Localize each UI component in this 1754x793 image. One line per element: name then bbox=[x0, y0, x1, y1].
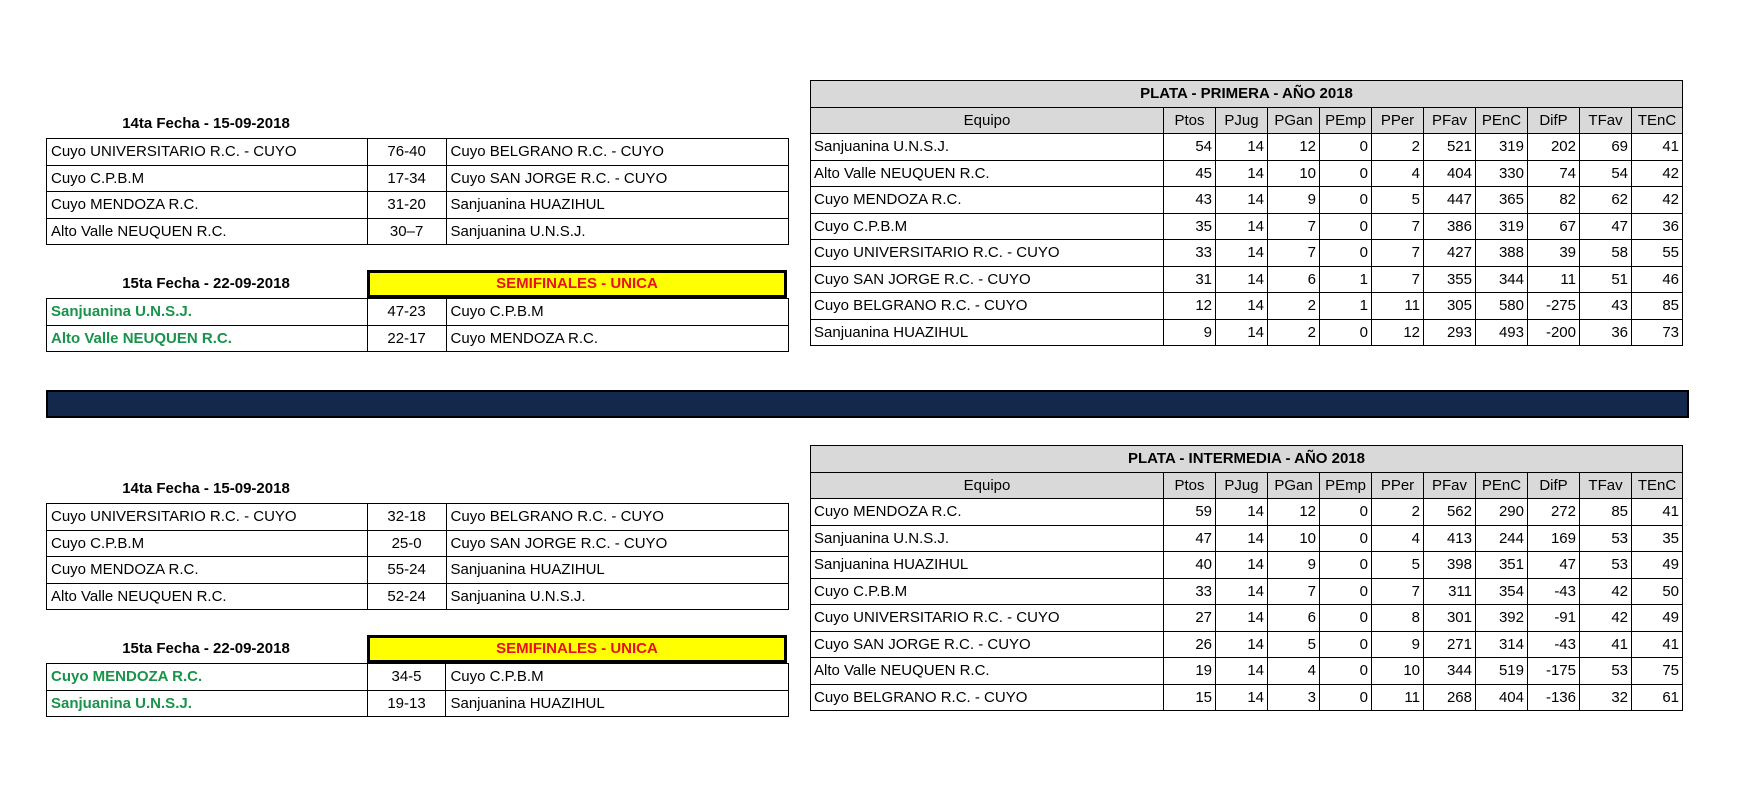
stat-cell: 14 bbox=[1216, 319, 1268, 346]
table-row bbox=[811, 605, 1683, 632]
stat-cell: 1 bbox=[1320, 266, 1372, 293]
table-row bbox=[47, 557, 789, 584]
team-name: Cuyo BELGRANO R.C. - CUYO bbox=[811, 684, 1164, 711]
column-header: TEnC bbox=[1632, 107, 1683, 134]
stat-cell: 4 bbox=[1372, 160, 1424, 187]
match-score: 47-23 bbox=[367, 299, 446, 326]
table-row bbox=[811, 213, 1683, 240]
table-row bbox=[811, 499, 1683, 526]
stat-cell: 14 bbox=[1216, 134, 1268, 161]
stat-cell: 36 bbox=[1580, 319, 1632, 346]
stat-cell: 14 bbox=[1216, 213, 1268, 240]
table-row bbox=[811, 578, 1683, 605]
stat-cell: 85 bbox=[1580, 499, 1632, 526]
stat-cell: 39 bbox=[1528, 240, 1580, 267]
table-row bbox=[811, 525, 1683, 552]
stat-cell: 14 bbox=[1216, 552, 1268, 579]
home-team: Cuyo UNIVERSITARIO R.C. - CUYO bbox=[47, 139, 368, 166]
table-row bbox=[47, 192, 789, 219]
stat-cell: 51 bbox=[1580, 266, 1632, 293]
table-row bbox=[811, 293, 1683, 320]
stat-cell: 54 bbox=[1580, 160, 1632, 187]
column-header: PEmp bbox=[1320, 107, 1372, 134]
stat-cell: 42 bbox=[1580, 605, 1632, 632]
match-score: 19-13 bbox=[367, 690, 446, 717]
stat-cell: 271 bbox=[1424, 631, 1476, 658]
winner-team: Alto Valle NEUQUEN R.C. bbox=[47, 325, 368, 352]
team-name: Cuyo C.P.B.M bbox=[811, 578, 1164, 605]
stat-cell: 0 bbox=[1320, 578, 1372, 605]
stat-cell: 344 bbox=[1424, 658, 1476, 685]
primera-results bbox=[46, 110, 789, 352]
stat-cell: 10 bbox=[1268, 160, 1320, 187]
stat-cell: 41 bbox=[1632, 631, 1683, 658]
stat-cell: 314 bbox=[1476, 631, 1528, 658]
home-team: Alto Valle NEUQUEN R.C. bbox=[47, 218, 368, 245]
stat-cell: 7 bbox=[1372, 578, 1424, 605]
stat-cell: 0 bbox=[1320, 631, 1372, 658]
column-header: PJug bbox=[1216, 107, 1268, 134]
stat-cell: 82 bbox=[1528, 187, 1580, 214]
fecha14-title: 14ta Fecha - 15-09-2018 bbox=[122, 115, 290, 132]
stat-cell: 7 bbox=[1268, 578, 1320, 605]
stat-cell: 54 bbox=[1164, 134, 1216, 161]
table-row bbox=[811, 266, 1683, 293]
column-header: PEnC bbox=[1476, 107, 1528, 134]
stat-cell: 5 bbox=[1372, 187, 1424, 214]
stat-cell: 0 bbox=[1320, 684, 1372, 711]
stat-cell: 59 bbox=[1164, 499, 1216, 526]
stat-cell: -175 bbox=[1528, 658, 1580, 685]
stat-cell: 14 bbox=[1216, 266, 1268, 293]
stat-cell: 45 bbox=[1164, 160, 1216, 187]
stat-cell: 519 bbox=[1476, 658, 1528, 685]
stat-cell: 319 bbox=[1476, 213, 1528, 240]
stat-cell: 11 bbox=[1372, 293, 1424, 320]
match-score: 31-20 bbox=[367, 192, 446, 219]
match-score: 30–7 bbox=[367, 218, 446, 245]
stat-cell: 7 bbox=[1268, 240, 1320, 267]
stat-cell: 62 bbox=[1580, 187, 1632, 214]
away-team: Cuyo C.P.B.M bbox=[446, 299, 788, 326]
stat-cell: 6 bbox=[1268, 266, 1320, 293]
stat-cell: 7 bbox=[1268, 213, 1320, 240]
intermedia-standings bbox=[810, 445, 1683, 711]
team-name: Cuyo C.P.B.M bbox=[811, 213, 1164, 240]
column-header: PFav bbox=[1424, 107, 1476, 134]
stat-cell: 0 bbox=[1320, 605, 1372, 632]
stat-cell: 14 bbox=[1216, 293, 1268, 320]
stat-cell: 354 bbox=[1476, 578, 1528, 605]
table-row bbox=[811, 240, 1683, 267]
stat-cell: 75 bbox=[1632, 658, 1683, 685]
fecha15-results-table bbox=[46, 298, 789, 352]
match-score: 22-17 bbox=[367, 325, 446, 352]
stat-cell: 69 bbox=[1580, 134, 1632, 161]
stat-cell: 0 bbox=[1320, 240, 1372, 267]
stat-cell: 27 bbox=[1164, 605, 1216, 632]
column-header: Ptos bbox=[1164, 472, 1216, 499]
stat-cell: 8 bbox=[1372, 605, 1424, 632]
stat-cell: 10 bbox=[1372, 658, 1424, 685]
stat-cell: 47 bbox=[1528, 552, 1580, 579]
match-score: 34-5 bbox=[367, 664, 446, 691]
stat-cell: 268 bbox=[1424, 684, 1476, 711]
stat-cell: 5 bbox=[1268, 631, 1320, 658]
column-header: DifP bbox=[1528, 472, 1580, 499]
stat-cell: 35 bbox=[1632, 525, 1683, 552]
stat-cell: 12 bbox=[1164, 293, 1216, 320]
stat-cell: 398 bbox=[1424, 552, 1476, 579]
stat-cell: 14 bbox=[1216, 187, 1268, 214]
stat-cell: 41 bbox=[1580, 631, 1632, 658]
stat-cell: 31 bbox=[1164, 266, 1216, 293]
stat-cell: 388 bbox=[1476, 240, 1528, 267]
stat-cell: 58 bbox=[1580, 240, 1632, 267]
stat-cell: 244 bbox=[1476, 525, 1528, 552]
stat-cell: 344 bbox=[1476, 266, 1528, 293]
team-name: Cuyo UNIVERSITARIO R.C. - CUYO bbox=[811, 605, 1164, 632]
table-row bbox=[47, 165, 789, 192]
stat-cell: 0 bbox=[1320, 658, 1372, 685]
stat-cell: 0 bbox=[1320, 213, 1372, 240]
fecha15-title: 15ta Fecha - 22-09-2018 bbox=[122, 275, 290, 292]
stat-cell: 521 bbox=[1424, 134, 1476, 161]
table-row bbox=[811, 187, 1683, 214]
table-row bbox=[47, 690, 789, 717]
stat-cell: 7 bbox=[1372, 266, 1424, 293]
column-header: Equipo bbox=[811, 472, 1164, 499]
home-team: Cuyo MENDOZA R.C. bbox=[47, 557, 368, 584]
winner-team: Sanjuanina U.N.S.J. bbox=[47, 299, 368, 326]
semifinales-banner: SEMIFINALES - UNICA bbox=[367, 270, 787, 298]
winner-team: Sanjuanina U.N.S.J. bbox=[47, 690, 368, 717]
stat-cell: 19 bbox=[1164, 658, 1216, 685]
stat-cell: 493 bbox=[1476, 319, 1528, 346]
stat-cell: 11 bbox=[1372, 684, 1424, 711]
stat-cell: 53 bbox=[1580, 525, 1632, 552]
stat-cell: 0 bbox=[1320, 552, 1372, 579]
stat-cell: 55 bbox=[1632, 240, 1683, 267]
fecha15-title: 15ta Fecha - 22-09-2018 bbox=[122, 640, 290, 657]
column-header: PGan bbox=[1268, 472, 1320, 499]
stat-cell: -275 bbox=[1528, 293, 1580, 320]
stat-cell: 404 bbox=[1476, 684, 1528, 711]
fecha15-results-table bbox=[46, 663, 789, 717]
team-name: Cuyo MENDOZA R.C. bbox=[811, 187, 1164, 214]
stat-cell: 67 bbox=[1528, 213, 1580, 240]
stat-cell: 404 bbox=[1424, 160, 1476, 187]
stat-cell: 14 bbox=[1216, 240, 1268, 267]
away-team: Sanjuanina HUAZIHUL bbox=[446, 192, 788, 219]
stat-cell: 40 bbox=[1164, 552, 1216, 579]
match-score: 55-24 bbox=[367, 557, 446, 584]
team-name: Alto Valle NEUQUEN R.C. bbox=[811, 160, 1164, 187]
stat-cell: -91 bbox=[1528, 605, 1580, 632]
table-row bbox=[811, 134, 1683, 161]
stat-cell: 42 bbox=[1632, 187, 1683, 214]
stat-cell: 365 bbox=[1476, 187, 1528, 214]
away-team: Sanjuanina U.N.S.J. bbox=[446, 583, 788, 610]
match-score: 17-34 bbox=[367, 165, 446, 192]
table-row bbox=[47, 218, 789, 245]
standings-table bbox=[810, 80, 1683, 346]
stat-cell: -200 bbox=[1528, 319, 1580, 346]
column-header: PEnC bbox=[1476, 472, 1528, 499]
stat-cell: 413 bbox=[1424, 525, 1476, 552]
stat-cell: 14 bbox=[1216, 160, 1268, 187]
stat-cell: 2 bbox=[1372, 499, 1424, 526]
column-header: TFav bbox=[1580, 472, 1632, 499]
stat-cell: 447 bbox=[1424, 187, 1476, 214]
table-row bbox=[47, 664, 789, 691]
stat-cell: 43 bbox=[1164, 187, 1216, 214]
stat-cell: 11 bbox=[1528, 266, 1580, 293]
match-score: 76-40 bbox=[367, 139, 446, 166]
stat-cell: 7 bbox=[1372, 213, 1424, 240]
stat-cell: 0 bbox=[1320, 160, 1372, 187]
stat-cell: 290 bbox=[1476, 499, 1528, 526]
home-team: Alto Valle NEUQUEN R.C. bbox=[47, 583, 368, 610]
stat-cell: 12 bbox=[1372, 319, 1424, 346]
stat-cell: 1 bbox=[1320, 293, 1372, 320]
primera-standings bbox=[810, 80, 1683, 346]
column-header: Equipo bbox=[811, 107, 1164, 134]
team-name: Cuyo SAN JORGE R.C. - CUYO bbox=[811, 266, 1164, 293]
stat-cell: 14 bbox=[1216, 499, 1268, 526]
semifinales-banner: SEMIFINALES - UNICA bbox=[367, 635, 787, 663]
stat-cell: 0 bbox=[1320, 499, 1372, 526]
column-header: TFav bbox=[1580, 107, 1632, 134]
stat-cell: 9 bbox=[1268, 187, 1320, 214]
stat-cell: 50 bbox=[1632, 578, 1683, 605]
stat-cell: 562 bbox=[1424, 499, 1476, 526]
intermedia-results bbox=[46, 475, 789, 717]
stat-cell: 14 bbox=[1216, 578, 1268, 605]
away-team: Sanjuanina U.N.S.J. bbox=[446, 218, 788, 245]
stat-cell: 427 bbox=[1424, 240, 1476, 267]
column-header: PGan bbox=[1268, 107, 1320, 134]
stat-cell: 41 bbox=[1632, 499, 1683, 526]
match-score: 52-24 bbox=[367, 583, 446, 610]
team-name: Cuyo BELGRANO R.C. - CUYO bbox=[811, 293, 1164, 320]
home-team: Cuyo C.P.B.M bbox=[47, 530, 368, 557]
column-header: PPer bbox=[1372, 472, 1424, 499]
table-row bbox=[811, 552, 1683, 579]
column-header: DifP bbox=[1528, 107, 1580, 134]
column-header: PPer bbox=[1372, 107, 1424, 134]
stat-cell: 9 bbox=[1372, 631, 1424, 658]
stat-cell: 49 bbox=[1632, 552, 1683, 579]
stat-cell: 14 bbox=[1216, 631, 1268, 658]
stat-cell: 26 bbox=[1164, 631, 1216, 658]
stat-cell: 14 bbox=[1216, 605, 1268, 632]
table-row bbox=[47, 325, 789, 352]
team-name: Sanjuanina HUAZIHUL bbox=[811, 552, 1164, 579]
table-row bbox=[47, 583, 789, 610]
fecha14-results-table bbox=[46, 503, 789, 610]
stat-cell: 301 bbox=[1424, 605, 1476, 632]
away-team: Sanjuanina HUAZIHUL bbox=[446, 557, 788, 584]
stat-cell: 319 bbox=[1476, 134, 1528, 161]
team-name: Alto Valle NEUQUEN R.C. bbox=[811, 658, 1164, 685]
stat-cell: 9 bbox=[1164, 319, 1216, 346]
team-name: Sanjuanina U.N.S.J. bbox=[811, 525, 1164, 552]
stat-cell: 0 bbox=[1320, 134, 1372, 161]
away-team: Cuyo MENDOZA R.C. bbox=[446, 325, 788, 352]
stat-cell: 293 bbox=[1424, 319, 1476, 346]
stat-cell: 43 bbox=[1580, 293, 1632, 320]
standings-table bbox=[810, 445, 1683, 711]
winner-team: Cuyo MENDOZA R.C. bbox=[47, 664, 368, 691]
team-name: Sanjuanina HUAZIHUL bbox=[811, 319, 1164, 346]
stat-cell: 85 bbox=[1632, 293, 1683, 320]
stat-cell: 36 bbox=[1632, 213, 1683, 240]
stat-cell: 355 bbox=[1424, 266, 1476, 293]
column-header: PFav bbox=[1424, 472, 1476, 499]
stat-cell: -136 bbox=[1528, 684, 1580, 711]
stat-cell: 2 bbox=[1372, 134, 1424, 161]
stat-cell: 41 bbox=[1632, 134, 1683, 161]
stat-cell: 202 bbox=[1528, 134, 1580, 161]
stat-cell: 386 bbox=[1424, 213, 1476, 240]
table-row bbox=[47, 530, 789, 557]
stat-cell: 272 bbox=[1528, 499, 1580, 526]
stat-cell: 12 bbox=[1268, 499, 1320, 526]
standings-title: PLATA - INTERMEDIA - AÑO 2018 bbox=[811, 446, 1683, 473]
stat-cell: 49 bbox=[1632, 605, 1683, 632]
stat-cell: 46 bbox=[1632, 266, 1683, 293]
column-header: PJug bbox=[1216, 472, 1268, 499]
column-header: Ptos bbox=[1164, 107, 1216, 134]
stat-cell: 10 bbox=[1268, 525, 1320, 552]
fecha14-header bbox=[46, 475, 789, 503]
stat-cell: 33 bbox=[1164, 240, 1216, 267]
stat-cell: 73 bbox=[1632, 319, 1683, 346]
column-header: TEnC bbox=[1632, 472, 1683, 499]
away-team: Cuyo SAN JORGE R.C. - CUYO bbox=[446, 530, 788, 557]
stat-cell: 392 bbox=[1476, 605, 1528, 632]
stat-cell: 42 bbox=[1632, 160, 1683, 187]
stat-cell: 33 bbox=[1164, 578, 1216, 605]
away-team: Cuyo BELGRANO R.C. - CUYO bbox=[446, 504, 788, 531]
stat-cell: 35 bbox=[1164, 213, 1216, 240]
section-divider-band bbox=[46, 390, 1689, 418]
home-team: Cuyo C.P.B.M bbox=[47, 165, 368, 192]
stat-cell: 0 bbox=[1320, 319, 1372, 346]
stat-cell: 311 bbox=[1424, 578, 1476, 605]
stat-cell: 305 bbox=[1424, 293, 1476, 320]
stat-cell: 351 bbox=[1476, 552, 1528, 579]
stat-cell: 53 bbox=[1580, 658, 1632, 685]
standings-title: PLATA - PRIMERA - AÑO 2018 bbox=[811, 81, 1683, 108]
stat-cell: 42 bbox=[1580, 578, 1632, 605]
stat-cell: 47 bbox=[1164, 525, 1216, 552]
match-score: 32-18 bbox=[367, 504, 446, 531]
fecha14-title: 14ta Fecha - 15-09-2018 bbox=[122, 480, 290, 497]
stat-cell: 15 bbox=[1164, 684, 1216, 711]
stat-cell: 6 bbox=[1268, 605, 1320, 632]
stat-cell: 3 bbox=[1268, 684, 1320, 711]
team-name: Cuyo SAN JORGE R.C. - CUYO bbox=[811, 631, 1164, 658]
fecha15-header bbox=[46, 270, 789, 298]
stat-cell: 4 bbox=[1268, 658, 1320, 685]
stat-cell: 14 bbox=[1216, 684, 1268, 711]
stat-cell: 14 bbox=[1216, 525, 1268, 552]
table-row bbox=[811, 631, 1683, 658]
stat-cell: 47 bbox=[1580, 213, 1632, 240]
table-row bbox=[811, 160, 1683, 187]
table-row bbox=[47, 139, 789, 166]
stat-cell: 169 bbox=[1528, 525, 1580, 552]
table-row bbox=[811, 658, 1683, 685]
stat-cell: 61 bbox=[1632, 684, 1683, 711]
column-header: PEmp bbox=[1320, 472, 1372, 499]
stat-cell: 0 bbox=[1320, 525, 1372, 552]
stat-cell: 2 bbox=[1268, 293, 1320, 320]
home-team: Cuyo MENDOZA R.C. bbox=[47, 192, 368, 219]
stat-cell: 5 bbox=[1372, 552, 1424, 579]
stat-cell: -43 bbox=[1528, 631, 1580, 658]
match-score: 25-0 bbox=[367, 530, 446, 557]
stat-cell: 7 bbox=[1372, 240, 1424, 267]
stat-cell: 0 bbox=[1320, 187, 1372, 214]
stat-cell: 14 bbox=[1216, 658, 1268, 685]
stat-cell: 12 bbox=[1268, 134, 1320, 161]
stat-cell: 4 bbox=[1372, 525, 1424, 552]
stat-cell: 330 bbox=[1476, 160, 1528, 187]
stat-cell: 2 bbox=[1268, 319, 1320, 346]
away-team: Cuyo BELGRANO R.C. - CUYO bbox=[446, 139, 788, 166]
away-team: Cuyo SAN JORGE R.C. - CUYO bbox=[446, 165, 788, 192]
stat-cell: 32 bbox=[1580, 684, 1632, 711]
away-team: Sanjuanina HUAZIHUL bbox=[446, 690, 789, 717]
table-row bbox=[47, 504, 789, 531]
fecha15-header bbox=[46, 635, 789, 663]
table-row bbox=[811, 319, 1683, 346]
fecha14-header bbox=[46, 110, 789, 138]
stat-cell: 580 bbox=[1476, 293, 1528, 320]
table-row bbox=[811, 684, 1683, 711]
stat-cell: 53 bbox=[1580, 552, 1632, 579]
team-name: Cuyo MENDOZA R.C. bbox=[811, 499, 1164, 526]
fecha14-results-table bbox=[46, 138, 789, 245]
home-team: Cuyo UNIVERSITARIO R.C. - CUYO bbox=[47, 504, 368, 531]
stat-cell: -43 bbox=[1528, 578, 1580, 605]
stat-cell: 9 bbox=[1268, 552, 1320, 579]
table-row bbox=[47, 299, 789, 326]
team-name: Sanjuanina U.N.S.J. bbox=[811, 134, 1164, 161]
stat-cell: 74 bbox=[1528, 160, 1580, 187]
team-name: Cuyo UNIVERSITARIO R.C. - CUYO bbox=[811, 240, 1164, 267]
away-team: Cuyo C.P.B.M bbox=[446, 664, 789, 691]
